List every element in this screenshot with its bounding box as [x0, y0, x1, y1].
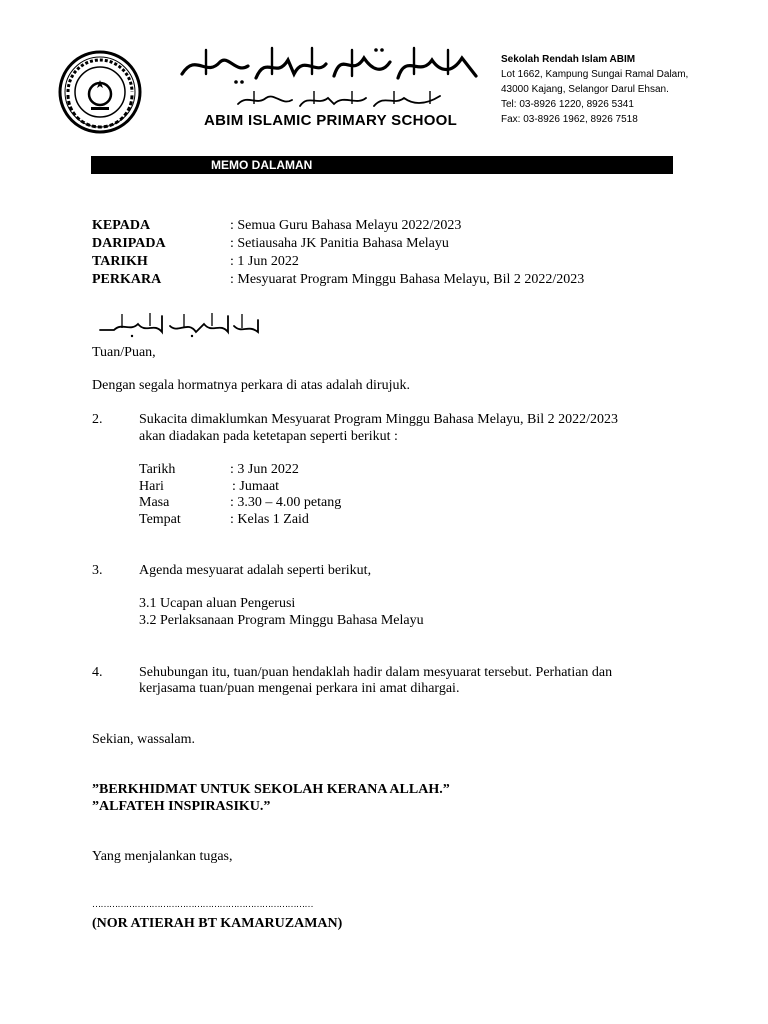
arabic-school-name-graphic: [176, 44, 488, 86]
item-3-line-1: Agenda mesyuarat adalah seperti berikut,: [139, 563, 372, 578]
field-label-tarikh: TARIKH: [92, 254, 148, 269]
closing: Sekian, wassalam.: [92, 732, 196, 747]
contact-address-2: 43000 Kajang, Selangor Darul Ehsan.: [501, 84, 669, 95]
arabic-subtitle-graphic: [234, 88, 446, 110]
signatory-name: (NOR ATIERAH BT KAMARUZAMAN): [92, 916, 343, 931]
detail-label-hari: Hari: [139, 479, 164, 494]
field-label-perkara: PERKARA: [92, 272, 162, 287]
contact-address-1: Lot 1662, Kampung Sungai Ramal Dalam,: [501, 69, 689, 80]
field-value-daripada: : Setiausaha JK Panitia Bahasa Melayu: [230, 236, 449, 251]
field-label-kepada: KEPADA: [92, 218, 151, 233]
contact-phone: Tel: 03-8926 1220, 8926 5341: [501, 99, 634, 110]
salam-calligraphy-graphic: [92, 310, 262, 338]
contact-fax: Fax: 03-8926 1962, 8926 7518: [501, 114, 638, 125]
detail-value-tempat: : Kelas 1 Zaid: [230, 512, 309, 527]
greeting: Tuan/Puan,: [92, 345, 156, 360]
field-value-tarikh: : 1 Jun 2022: [230, 254, 299, 269]
agenda-item-1: 3.1 Ucapan aluan Pengerusi: [139, 596, 296, 611]
school-logo: [58, 50, 142, 134]
item-4-line-2: kerjasama tuan/puan mengenai perkara ini amat dihargai.: [139, 681, 460, 696]
detail-label-masa: Masa: [139, 495, 170, 510]
item-2-line-2: akan diadakan pada ketetapan seperti berikut :: [139, 429, 398, 444]
school-contact: [501, 52, 688, 127]
contact-name: Sekolah Rendah Islam ABIM: [501, 54, 636, 65]
field-value-kepada: : Semua Guru Bahasa Melayu 2022/2023: [230, 218, 462, 233]
field-label-daripada: DARIPADA: [92, 236, 166, 251]
field-value-perkara: : Mesyuarat Program Minggu Bahasa Melayu, Bil 2 2022/2023: [230, 272, 585, 287]
detail-label-tarikh: Tarikh: [139, 462, 176, 477]
detail-label-tempat: Tempat: [139, 512, 181, 527]
signature-line: ……………………………………………………………………: [92, 899, 313, 909]
school-name: ABIM ISLAMIC PRIMARY SCHOOL: [204, 112, 458, 129]
detail-value-masa: : 3.30 – 4.00 petang: [230, 495, 342, 510]
memo-title-bar: [91, 156, 673, 174]
motto-2: ”ALFATEH INSPIRASIKU.”: [92, 799, 271, 814]
signoff: Yang menjalankan tugas,: [92, 849, 233, 864]
item-4-number: 4.: [92, 665, 103, 680]
agenda-item-2: 3.2 Perlaksanaan Program Minggu Bahasa Melayu: [139, 613, 424, 628]
item-3-number: 3.: [92, 563, 103, 578]
item-2-line-1: Sukacita dimaklumkan Mesyuarat Program Minggu Bahasa Melayu, Bil 2 2022/2023: [139, 412, 619, 427]
motto-1: ”BERKHIDMAT UNTUK SEKOLAH KERANA ALLAH.”: [92, 782, 450, 797]
memo-title: MEMO DALAMAN: [211, 158, 313, 172]
item-2-number: 2.: [92, 412, 103, 427]
item-4-line-1: Sehubungan itu, tuan/puan hendaklah hadir dalam mesyuarat tersebut. Perhatian dan: [139, 665, 613, 680]
detail-value-tarikh: : 3 Jun 2022: [230, 462, 299, 477]
intro-paragraph: Dengan segala hormatnya perkara di atas adalah dirujuk.: [92, 378, 410, 393]
detail-value-hari: : Jumaat: [232, 479, 280, 494]
